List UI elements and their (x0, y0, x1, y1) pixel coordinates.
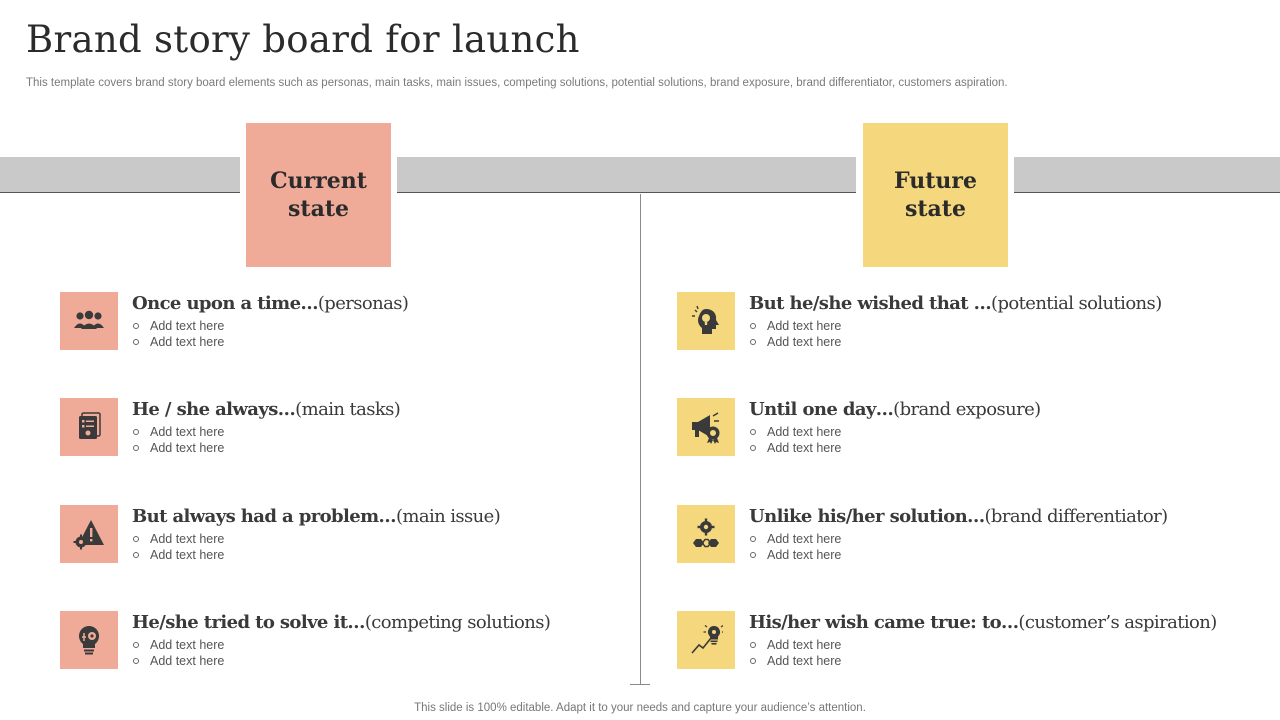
story-heading: Until one day…(brand exposure) (749, 399, 1041, 420)
gear-hexagons-icon (677, 505, 735, 563)
bullet-item: Add text here (749, 547, 841, 563)
task-document-icon (60, 398, 118, 456)
bullet-list (132, 318, 224, 350)
bullet-item: Add text here (749, 653, 841, 669)
bullet-item: Add text here (132, 440, 224, 456)
header-band-right (1014, 157, 1280, 193)
story-item-potential-solutions (677, 292, 1257, 352)
story-heading: But always had a problem…(main issue) (132, 506, 501, 527)
story-heading: But he/she wished that …(potential solutions) (749, 293, 1162, 314)
bullet-item: Add text here (749, 440, 841, 456)
center-divider-foot (630, 684, 650, 685)
page-title: Brand story board for launch (26, 18, 580, 61)
bullet-item: Add text here (132, 547, 224, 563)
bullet-list (749, 318, 841, 350)
head-idea-icon (677, 292, 735, 350)
bullet-item: Add text here (132, 318, 224, 334)
future-state-line1: Future (894, 168, 977, 194)
bullet-list (749, 637, 841, 669)
current-state-line1: Current (270, 168, 367, 194)
story-heading: He / she always…(main tasks) (132, 399, 401, 420)
story-item-competing-solutions (60, 611, 620, 671)
page-subtitle: This template covers brand story board elements such as personas, main tasks, main issues, competing solutions, potential solutions, brand exposure, brand differentiator, customers aspiration. (26, 77, 1008, 89)
bullet-item: Add text here (132, 531, 224, 547)
story-item-brand-exposure (677, 398, 1257, 458)
bullet-item: Add text here (749, 318, 841, 334)
people-group-icon (60, 292, 118, 350)
story-heading: He/she tried to solve it…(competing solutions) (132, 612, 551, 633)
bullet-item: Add text here (132, 637, 224, 653)
story-heading: Once upon a time…(personas) (132, 293, 409, 314)
bullet-list (132, 424, 224, 456)
story-item-main-tasks (60, 398, 620, 458)
story-item-brand-differentiator (677, 505, 1257, 565)
bullet-list (132, 531, 224, 563)
bullet-list (132, 637, 224, 669)
future-state-box (863, 123, 1008, 267)
story-heading: Unlike his/her solution…(brand differentiator) (749, 506, 1168, 527)
header-band-left (0, 157, 240, 193)
story-item-main-issue (60, 505, 620, 565)
footer-note: This slide is 100% editable. Adapt it to your needs and capture your audience’s attention. (414, 702, 866, 714)
bullet-item: Add text here (749, 424, 841, 440)
bullet-item: Add text here (132, 424, 224, 440)
bullet-list (749, 531, 841, 563)
bullet-item: Add text here (132, 334, 224, 350)
current-state-line2: state (288, 196, 349, 222)
megaphone-badge-icon (677, 398, 735, 456)
bullet-list (749, 424, 841, 456)
center-divider (640, 194, 641, 684)
future-state-line2: state (905, 196, 966, 222)
warning-gear-icon (60, 505, 118, 563)
lightbulb-gear-icon (60, 611, 118, 669)
growth-idea-icon (677, 611, 735, 669)
bullet-item: Add text here (749, 334, 841, 350)
story-item-customer-aspiration (677, 611, 1257, 671)
current-state-box (246, 123, 391, 267)
story-item-personas (60, 292, 620, 352)
bullet-item: Add text here (132, 653, 224, 669)
story-heading: His/her wish came true: to…(customer’s aspiration) (749, 612, 1217, 633)
header-band-middle (397, 157, 856, 193)
bullet-item: Add text here (749, 637, 841, 653)
bullet-item: Add text here (749, 531, 841, 547)
